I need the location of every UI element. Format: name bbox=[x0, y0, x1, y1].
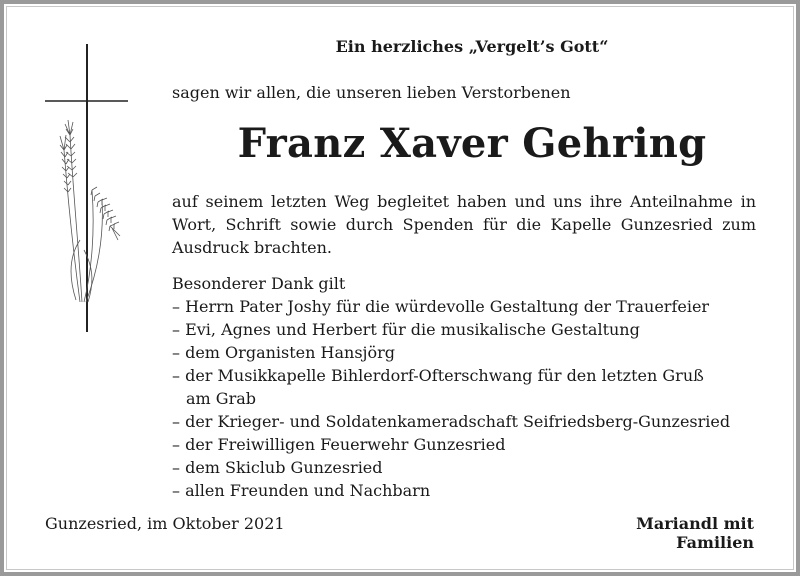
list-item bbox=[172, 433, 762, 456]
list-item-text: – dem Skiclub Gunzesried bbox=[172, 458, 383, 477]
intro-text: sagen wir allen, die unseren lieben Verstorbenen bbox=[172, 83, 571, 102]
list-item bbox=[172, 456, 762, 479]
cross-icon bbox=[40, 40, 130, 340]
list-item-text: – Herrn Pater Joshy für die würdevolle Gestaltung der Trauerfeier bbox=[172, 297, 710, 316]
thanks-text: auf seinem letzten Weg begleitet haben und uns ihre Anteilnahme in Wort, Schrift sowie durch Spenden für die Kapelle Gunzesried zum Ausdruck brachten. bbox=[172, 192, 756, 257]
list-item-text: – der Freiwilligen Feuerwehr Gunzesried bbox=[172, 435, 506, 454]
signature: Mariandl mit Familien bbox=[636, 514, 754, 552]
list-item-text: – allen Freunden und Nachbarn bbox=[172, 481, 431, 500]
special-thanks-section bbox=[172, 272, 762, 502]
list-item bbox=[172, 479, 762, 502]
special-thanks-heading: Besonderer Dank gilt bbox=[172, 274, 346, 293]
list-item-text: – Evi, Agnes und Herbert für die musikalische Gestaltung bbox=[172, 320, 640, 339]
list-item-text: – der Krieger- und Soldatenkameradschaft Seifriedsberg-Gunzesried bbox=[172, 412, 731, 431]
wheat-ears-icon bbox=[60, 120, 120, 302]
list-item bbox=[172, 410, 762, 433]
list-item-text: – der Musikkapelle Bihlerdorf-Ofterschwang für den letzten Gruß bbox=[172, 366, 704, 385]
list-item bbox=[172, 364, 762, 410]
list-item-continuation: am Grab bbox=[186, 389, 257, 408]
deceased-name: Franz Xaver Gehring bbox=[237, 120, 707, 167]
place-date: Gunzesried, im Oktober 2021 bbox=[45, 514, 285, 533]
headline: Ein herzliches „Vergelt’s Gott“ bbox=[335, 37, 609, 56]
thanks-paragraph bbox=[172, 190, 756, 259]
list-item bbox=[172, 341, 762, 364]
list-item-text: – dem Organisten Hansjörg bbox=[172, 343, 396, 362]
special-thanks-list bbox=[172, 295, 762, 502]
list-item bbox=[172, 295, 762, 318]
list-item bbox=[172, 318, 762, 341]
